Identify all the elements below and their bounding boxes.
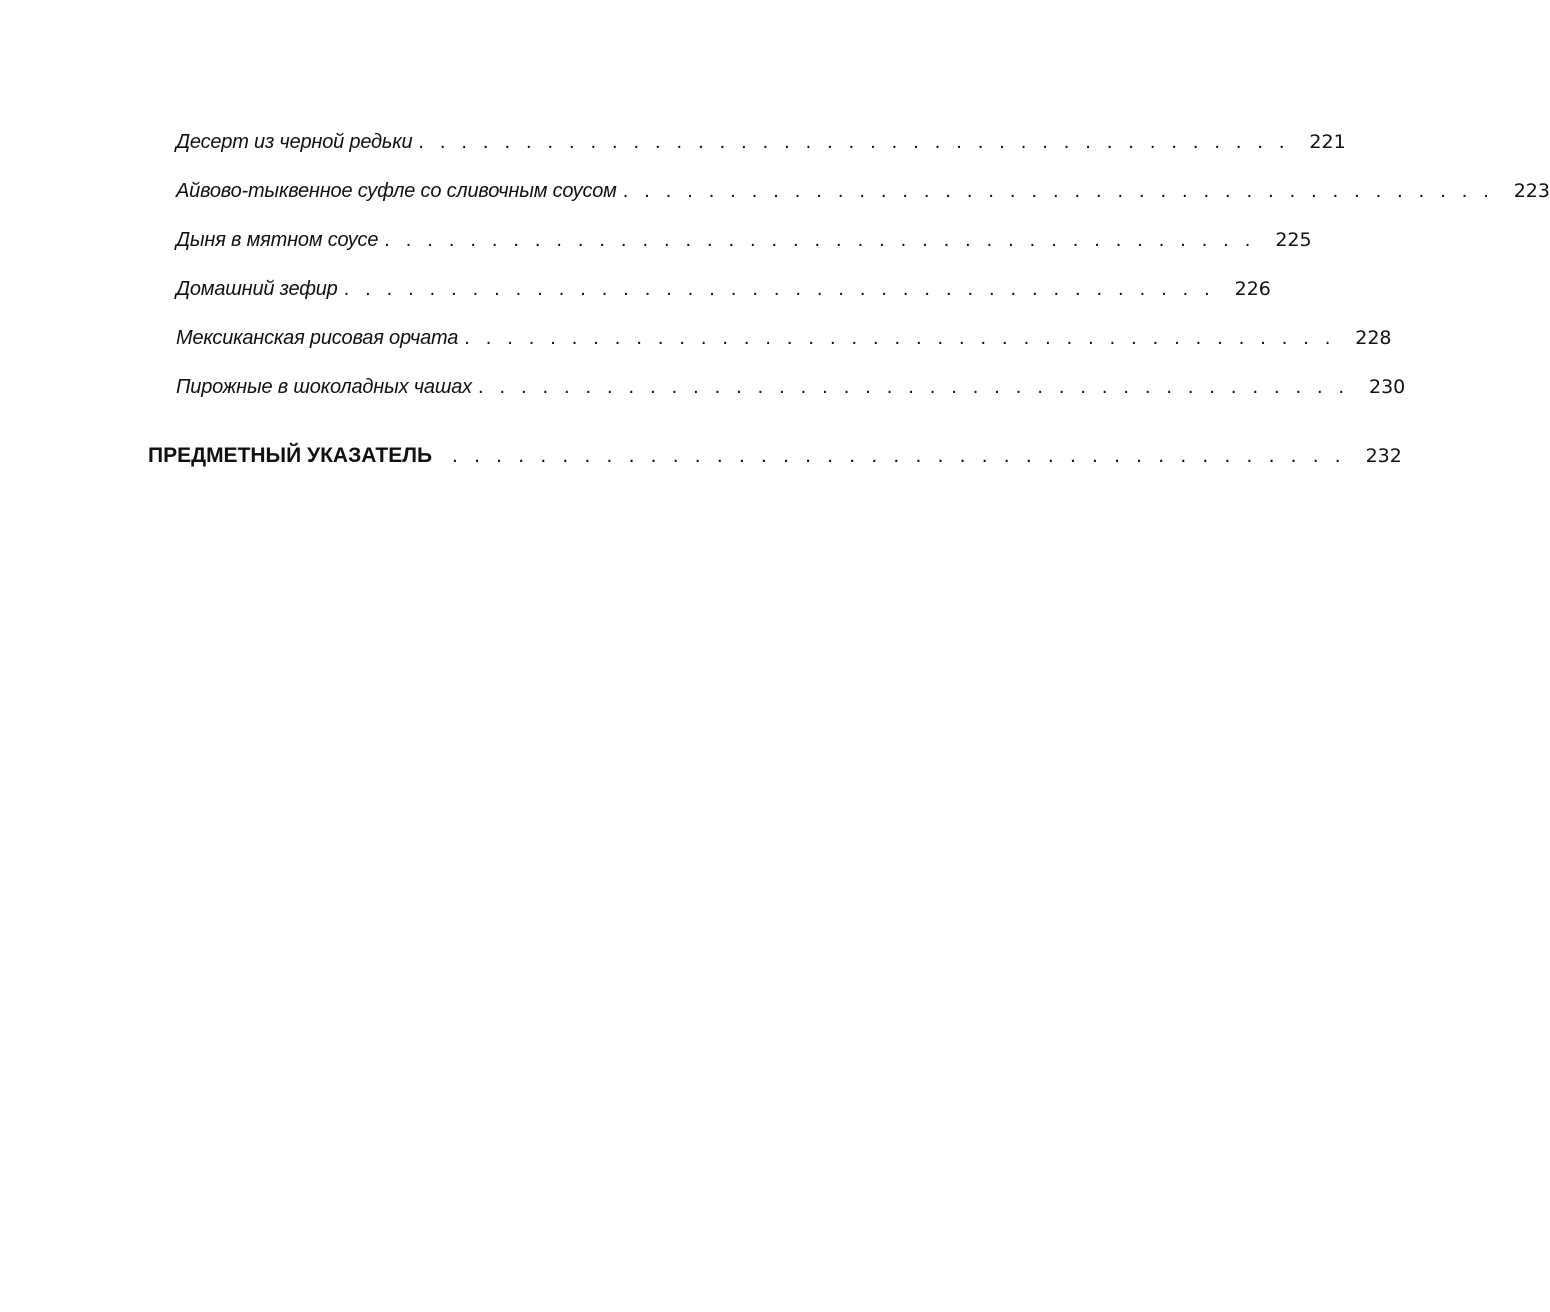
toc-entry-title: Дыня в мятном соусе	[176, 229, 379, 251]
table-of-contents	[148, 118, 1550, 480]
toc-entry-page: 226	[1234, 278, 1271, 300]
toc-entry	[148, 118, 1346, 167]
toc-entry-title: Домашний зефир	[176, 278, 338, 300]
dot-leader: . . . . . . . . . . . . . . . . . . . . . . . . . . . . . . . . . . . . . . . . .	[384, 229, 1256, 251]
dot-leader: . . . . . . . . . . . . . . . . . . . . . . . . . . . . . . . . . . . . . . . . .	[464, 327, 1336, 349]
toc-entry-title: Мексиканская рисовая орчата	[176, 327, 459, 349]
toc-entry-title: Пирожные в шоколадных чашах	[176, 376, 472, 398]
dot-leader: . . . . . . . . . . . . . . . . . . . . . . . . . . . . . . . . . . . . . . . . .	[343, 278, 1215, 300]
toc-entry-title: Десерт из черной редьки	[176, 131, 413, 153]
toc-entry	[148, 216, 1312, 265]
toc-entry	[148, 167, 1550, 216]
toc-entry-page: 225	[1275, 229, 1312, 251]
toc-entry-title: Айвово-тыквенное суфле со сливочным соусом	[176, 180, 617, 202]
dot-leader: . . . . . . . . . . . . . . . . . . . . . . . . . . . . . . . . . . . . . . . . .	[622, 180, 1494, 202]
toc-entry-page: 221	[1309, 131, 1346, 153]
toc-entry	[148, 314, 1392, 363]
toc-entry	[148, 363, 1406, 412]
toc-entry	[148, 265, 1271, 314]
dot-leader: . . . . . . . . . . . . . . . . . . . . . . . . . . . . . . . . . . . . . . . . .	[452, 444, 1346, 467]
toc-section-title: ПРЕДМЕТНЫЙ УКАЗАТЕЛЬ	[148, 444, 433, 467]
dot-leader: . . . . . . . . . . . . . . . . . . . . . . . . . . . . . . . . . . . . . . . . .	[418, 131, 1290, 153]
toc-section-page: 232	[1365, 445, 1402, 467]
toc-entry-page: 223	[1513, 180, 1550, 202]
dot-leader: . . . . . . . . . . . . . . . . . . . . . . . . . . . . . . . . . . . . . . . . .	[477, 376, 1350, 398]
toc-entry-page: 228	[1355, 327, 1392, 349]
toc-section-entry	[148, 431, 1402, 480]
toc-entry-page: 230	[1369, 376, 1406, 398]
